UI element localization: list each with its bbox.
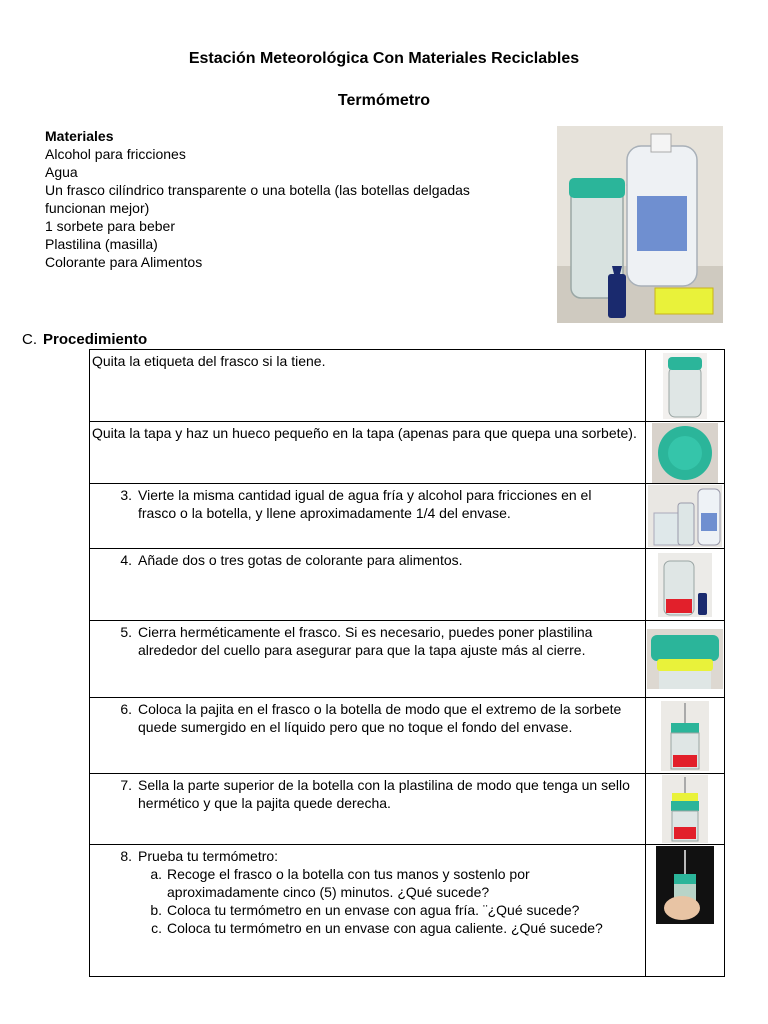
table-row	[90, 698, 725, 774]
material-item: Colorante para Alimentos	[45, 254, 203, 270]
sub-step-letter: b.	[150, 902, 162, 918]
hand-holding-jar-image	[656, 846, 714, 924]
step-text-cell	[90, 549, 646, 621]
materials-heading: Materiales	[45, 128, 114, 144]
document-title: Estación Meteorológica Con Materiales Reciclables	[188, 50, 580, 67]
materials-photo	[557, 126, 723, 323]
sub-step-letter: a.	[150, 866, 162, 882]
step-text: Vierte la misma cantidad igual de agua fría y alcohol para fricciones en el frasco o la botella, y llene aproximadamente 1/4 del envase.	[138, 487, 592, 521]
procedure-table	[89, 349, 725, 977]
materials-section	[45, 127, 515, 271]
step-number: 4.	[120, 552, 132, 568]
step-number: 7.	[120, 777, 132, 793]
step-image-cell	[645, 698, 724, 774]
step-image-cell	[645, 774, 724, 845]
section-letter: C.	[22, 331, 37, 348]
step-text: Prueba tu termómetro:	[138, 848, 279, 864]
sub-step	[140, 901, 643, 919]
table-row	[90, 350, 725, 422]
material-item: Plastilina (masilla)	[45, 236, 158, 252]
step-number: 8.	[120, 848, 132, 864]
step-text: Añade dos o tres gotas de colorante para alimentos.	[138, 552, 463, 568]
step-text-cell	[90, 350, 646, 422]
table-row	[90, 845, 725, 977]
step-text-cell	[90, 422, 646, 484]
step-number: 5.	[120, 624, 132, 640]
sub-step-text: Coloca tu termómetro en un envase con agua caliente. ¿Qué sucede?	[167, 920, 603, 936]
document-subtitle: Termómetro	[337, 92, 431, 109]
step-text-cell	[90, 845, 646, 977]
step-text-cell	[90, 698, 646, 774]
step-text: Quita la etiqueta del frasco si la tiene.	[92, 353, 326, 369]
sub-step-text: Coloca tu termómetro en un envase con agua fría. ¨¿Qué sucede?	[167, 902, 580, 918]
material-item: Un frasco cilíndrico transparente o una botella (las botellas delgadas funcionan mejor)	[45, 182, 470, 216]
sealed-jar-image	[647, 629, 723, 689]
table-row	[90, 549, 725, 621]
step-text: Quita la tapa y haz un hueco pequeño en la tapa (apenas para que quepa una sorbete).	[92, 425, 637, 441]
step-image-cell	[645, 621, 724, 698]
straw-jar-image	[661, 701, 709, 771]
table-row	[90, 621, 725, 698]
material-item: Agua	[45, 164, 78, 180]
step-text: Cierra herméticamente el frasco. Si es necesario, puedes poner plastilina alrededor del cuello para asegurar para que la tapa ajuste más al cierre.	[138, 624, 593, 658]
table-row	[90, 422, 725, 484]
sub-step	[140, 919, 643, 937]
table-row	[90, 484, 725, 549]
step-image-cell	[645, 422, 724, 484]
material-item: Alcohol para fricciones	[45, 146, 186, 162]
step-image-cell	[645, 484, 724, 549]
step-image-cell	[645, 845, 724, 977]
step-image-cell	[645, 549, 724, 621]
step-text: Sella la parte superior de la botella con la plastilina de modo que tenga un sello hermético y que la pajita quede derecha.	[138, 777, 630, 811]
step-number: 6.	[120, 701, 132, 717]
step-text-cell	[90, 484, 646, 549]
table-row	[90, 774, 725, 845]
dye-image	[658, 553, 712, 617]
step-text: Coloca la pajita en el frasco o la botella de modo que el extremo de la sorbete quede sumergido en el líquido pero que no toque el fondo del envase.	[138, 701, 622, 735]
pouring-image	[648, 485, 722, 547]
lid-image	[652, 423, 718, 483]
step-text-cell	[90, 621, 646, 698]
section-title: Procedimiento	[43, 331, 148, 348]
procedure-heading	[22, 331, 147, 348]
sealed-straw-jar-image	[662, 775, 708, 843]
step-image-cell	[645, 350, 724, 422]
step-number: 3.	[120, 487, 132, 503]
sub-step-letter: c.	[151, 920, 162, 936]
sub-step	[140, 865, 643, 901]
jar-image	[663, 353, 707, 419]
sub-step-text: Recoge el frasco o la botella con tus manos y sostenlo por aproximadamente cinco (5) minutos. ¿Qué sucede?	[167, 866, 530, 900]
step-text-cell	[90, 774, 646, 845]
material-item: 1 sorbete para beber	[45, 218, 175, 234]
